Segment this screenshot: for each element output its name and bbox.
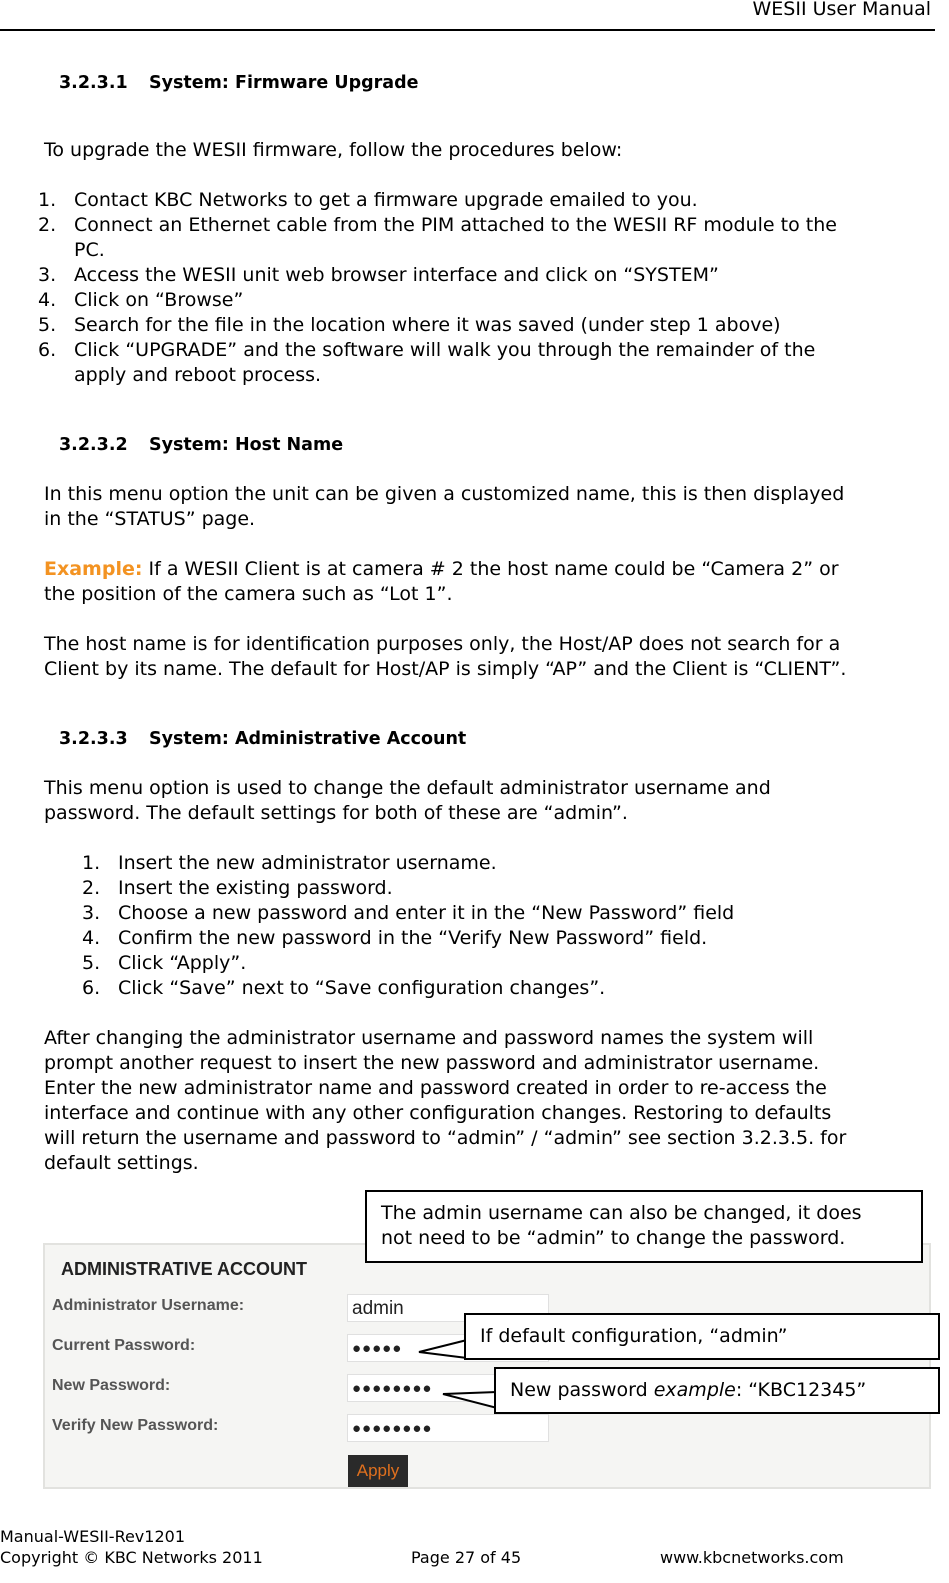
example-paragraph: Example: If a WESII Client is at camera # 2 the host name could be “Camera 2” or the position of the camera such as “Lot 1”.: [44, 558, 839, 605]
firmware-steps: [38, 188, 938, 388]
list-item: 5. Click “Apply”.: [82, 952, 247, 974]
verify-password-input[interactable]: ●●●●●●●●: [347, 1414, 549, 1442]
header-title: WESII User Manual: [752, 0, 931, 20]
admin-steps: [82, 851, 734, 1001]
footer-page-number: Page 27 of 45: [411, 1548, 522, 1567]
header-rule: [0, 29, 935, 31]
username-label: Administrator Username:: [52, 1297, 245, 1314]
list-item: 4. Confirm the new password in the “Verify New Password” field.: [82, 927, 708, 949]
new-password-label: New Password:: [52, 1377, 171, 1394]
list-item: 3. Choose a new password and enter it in the “New Password” field: [82, 902, 735, 924]
section-heading: 3.2.3.2 System: Host Name: [59, 435, 344, 455]
list-item: 2. Connect an Ethernet cable from the PIM attached to the WESII RF module to the PC.: [38, 214, 837, 261]
callout-username: The admin username can also be changed, it does not need to be “admin” to change the password.: [365, 1190, 923, 1263]
new-password-input[interactable]: ●●●●●●●●: [347, 1374, 549, 1402]
callout-current-password: If default configuration, “admin”: [464, 1313, 940, 1360]
example-label: Example:: [44, 558, 143, 580]
paragraph: In this menu option the unit can be given a customized name, this is then displayed in the “STATUS” page.: [44, 483, 845, 530]
footer-doc-id: Manual-WESII-Rev1201: [0, 1527, 185, 1546]
paragraph: This menu option is used to change the default administrator username and password. The default settings for both of these are “admin”.: [44, 777, 771, 824]
verify-password-label: Verify New Password:: [52, 1417, 219, 1434]
section-heading: 3.2.3.3 System: Administrative Account: [59, 729, 467, 749]
section-heading: 3.2.3.1 System: Firmware Upgrade: [59, 73, 419, 93]
username-input[interactable]: admin: [347, 1294, 549, 1322]
paragraph: After changing the administrator username and password names the system will prompt another request to insert the new password and administrator username. Enter the new administrator name and password created in order to re-access the interface and continue with any other configuration changes. Restoring to defaults will return the username and password to “admin” / “admin” see section 3.2.3.5. for default settings.: [44, 1027, 847, 1174]
list-item: 1. Insert the new administrator username.: [82, 852, 497, 874]
paragraph: To upgrade the WESII firmware, follow the procedures below:: [44, 139, 623, 161]
paragraph: The host name is for identification purposes only, the Host/AP does not search for a Client by its name. The default for Host/AP is simply “AP” and the Client is “CLIENT”.: [44, 633, 847, 680]
footer-copyright: Copyright © KBC Networks 2011: [0, 1548, 263, 1567]
current-password-input[interactable]: ●●●●●: [347, 1334, 549, 1362]
list-item: 1. Contact KBC Networks to get a firmware upgrade emailed to you.: [38, 189, 698, 211]
list-item: 4. Click on “Browse”: [38, 289, 244, 311]
list-item: 5. Search for the file in the location where it was saved (under step 1 above): [38, 314, 781, 336]
list-item: 2. Insert the existing password.: [82, 877, 393, 899]
list-item: 6. Click “Save” next to “Save configuration changes”.: [82, 977, 606, 999]
list-item: 6. Click “UPGRADE” and the software will walk you through the remainder of the apply and reboot process.: [38, 339, 816, 386]
callout-new-password: New password example: “KBC12345”: [494, 1367, 940, 1414]
footer-url[interactable]: www.kbcnetworks.com: [660, 1548, 844, 1567]
list-item: 3. Access the WESII unit web browser interface and click on “SYSTEM”: [38, 264, 719, 286]
panel-title: ADMINISTRATIVE ACCOUNT: [61, 1259, 307, 1279]
apply-button[interactable]: Apply: [348, 1455, 408, 1487]
current-password-label: Current Password:: [52, 1337, 196, 1354]
